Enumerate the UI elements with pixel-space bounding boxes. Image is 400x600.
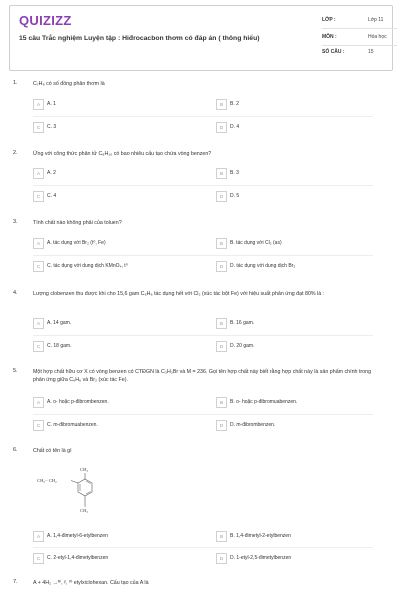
- option-letter-box: B: [216, 238, 227, 249]
- meta-divider: [322, 28, 397, 29]
- question-number: 4.: [13, 290, 18, 296]
- worksheet-title: 15 câu Trắc nghiệm Luyện tập : Hiđrocacbon thơm có đáp án ( thông hiểu): [19, 35, 260, 42]
- meta-value-grade: Lớp 11: [368, 17, 384, 23]
- option-text: D. 20 gam.: [230, 343, 255, 349]
- option-letter-box: D: [216, 341, 227, 352]
- question-number: 3.: [13, 219, 18, 225]
- structure-side-group: CH₃− CH₂: [37, 478, 57, 483]
- option-text: B. 2: [230, 101, 239, 107]
- question-text: Lượng clobenzen thu được khi cho 15,6 gam C₆H₆ tác dụng hết với Cl₂ (xúc tác bột Fe) với hiệu suất phản ứng đạt 80% là :: [33, 291, 325, 297]
- question-number: 2.: [13, 150, 18, 156]
- option-letter-box: A: [33, 318, 44, 329]
- option-letter-box: A: [33, 531, 44, 542]
- option-text: A. tác dụng với Br₂ (t⁰, Fe): [47, 240, 106, 246]
- question-number: 1.: [13, 80, 18, 86]
- option-text: D. tác dụng với dung dịch Br₂: [230, 263, 296, 269]
- option-text: C. m-đibromuabenzen.: [47, 422, 98, 428]
- option-text: B. 3: [230, 170, 239, 176]
- option-text: D. 5: [230, 193, 240, 199]
- option-text: C. 4: [47, 193, 57, 199]
- option-text: A. 1: [47, 101, 56, 107]
- meta-value-subject: Hóa học: [368, 34, 387, 40]
- option-letter-box: B: [216, 397, 227, 408]
- option-text: D. 1-etyl-2,5-đimetylbenzen: [230, 555, 292, 561]
- meta-label-grade: LỚP :: [322, 17, 336, 23]
- option-divider: [33, 116, 373, 117]
- option-letter-box: D: [216, 122, 227, 133]
- chemical-structure: [33, 467, 113, 527]
- question-number: 6.: [13, 447, 18, 453]
- question-text: Chất có tên là gì: [33, 448, 72, 454]
- structure-top-group: CH₃: [80, 467, 88, 472]
- option-letter-box: C: [33, 261, 44, 272]
- option-letter-box: B: [216, 318, 227, 329]
- quizizz-logo: QUIZIZZ: [19, 13, 72, 28]
- option-letter-box: C: [33, 122, 44, 133]
- worksheet-header: [9, 5, 393, 71]
- option-text: B. tác dụng với Cl₂ (as): [230, 240, 282, 246]
- option-text: A. o- hoặc p-đibrombenzen.: [47, 399, 109, 405]
- option-letter-box: B: [216, 168, 227, 179]
- option-letter-box: C: [33, 341, 44, 352]
- option-text: D. 4: [230, 124, 240, 130]
- option-text: C. tác dụng với dung dịch KMnO₄, t⁰: [47, 263, 128, 269]
- option-letter-box: C: [33, 191, 44, 202]
- question-text: Tính chất nào không phải của toluen?: [33, 220, 122, 226]
- question-text: C₇H₈ có số đồng phân thơm là: [33, 81, 105, 87]
- option-letter-box: B: [216, 531, 227, 542]
- option-text: A. 2: [47, 170, 56, 176]
- option-text: C. 2-etyl-1,4-đimetylbenzen: [47, 555, 109, 561]
- question-number: 7.: [13, 579, 18, 585]
- option-letter-box: D: [216, 553, 227, 564]
- question-text: A + 4H₂ →ᴺⁱ, ᵖ, ᵗ⁰ etylxiclohexan. Cấu tạo của A là: [33, 580, 149, 586]
- option-text: C. 3: [47, 124, 57, 130]
- option-text: B. 1,4-đimetyl-2-etylbenzen: [230, 533, 291, 539]
- meta-divider: [322, 45, 397, 46]
- option-divider: [33, 414, 373, 415]
- option-text: B. 16 gam.: [230, 320, 255, 326]
- option-letter-box: A: [33, 397, 44, 408]
- question-number: 5.: [13, 368, 18, 374]
- option-letter-box: D: [216, 191, 227, 202]
- option-text: B. o- hoặc p-đibromuabenzen.: [230, 399, 298, 405]
- option-text: D. m-đibrombenzen.: [230, 422, 276, 428]
- structure-bottom-group: CH₃: [80, 508, 88, 513]
- option-text: A. 14 gam.: [47, 320, 72, 326]
- option-text: C. 18 gam.: [47, 343, 72, 349]
- option-divider: [33, 335, 373, 336]
- option-divider: [33, 255, 373, 256]
- option-letter-box: D: [216, 261, 227, 272]
- option-letter-box: A: [33, 238, 44, 249]
- option-letter-box: D: [216, 420, 227, 431]
- meta-label-count: SỐ CÂU :: [322, 49, 345, 55]
- option-text: A. 1,4-đimetyl-6-etylbenzen: [47, 533, 108, 539]
- question-text: Ứng với công thức phân tử C₈H₁₀ có bao nhiêu cấu tạo chứa vòng benzen?: [33, 151, 212, 157]
- option-divider: [33, 185, 373, 186]
- option-letter-box: C: [33, 553, 44, 564]
- option-letter-box: A: [33, 99, 44, 110]
- meta-label-subject: MÔN :: [322, 34, 337, 40]
- option-letter-box: B: [216, 99, 227, 110]
- meta-value-count: 15: [368, 49, 374, 55]
- option-divider: [33, 547, 373, 548]
- option-letter-box: A: [33, 168, 44, 179]
- option-letter-box: C: [33, 420, 44, 431]
- question-text: Một hợp chất hữu cơ X có vòng benzen có CTĐGN là C₃H₂Br và M = 236. Gọi tên hợp chất này biết rằng hợp chất này là sản phẩm chính trong phản ứng giữa C₆H₆ và Br₂ (xúc tác Fe).: [33, 369, 372, 383]
- benzene-ring-icon: [33, 467, 113, 527]
